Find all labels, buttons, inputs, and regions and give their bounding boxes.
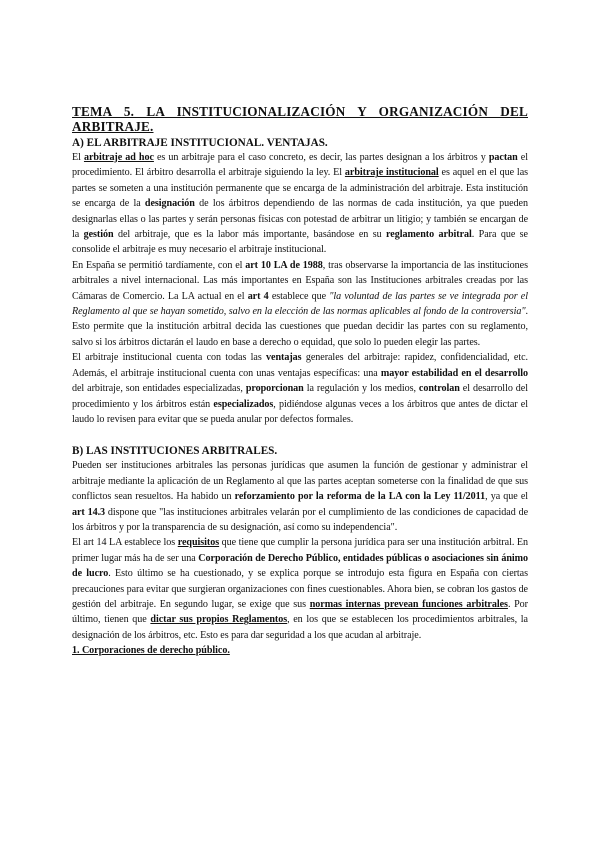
text-run: el desarrollo del procedimiento y los árbitros están bbox=[72, 383, 528, 410]
text-run: . Esto último se ha cuestionado, y se explica porque se introdujo esta figura en España con ciertas precauciones para evitar que surgieran organizaciones con fines cuestionables. Ahora bien, se cobran los gastos de gestión del arbitraje. En segundo lugar, se exige que sus bbox=[72, 568, 528, 610]
term-reforzamiento: reforzamiento por la reforma de la LA con la Ley 11/2011 bbox=[234, 491, 486, 503]
term-especializados: especializados bbox=[213, 398, 274, 410]
term-art-4: art 4 bbox=[247, 290, 269, 302]
text-run: que tiene que cumplir la persona jurídica para ser una institución arbitral. En primer lugar más ha de ser una bbox=[72, 537, 528, 564]
text-run: generales del arbitraje: rapidez, confidencialidad, etc. Además, el arbitraje institucional cuenta con unas ventajas específicas: una bbox=[72, 352, 528, 379]
text-run: del arbitraje, son entidades especializadas, bbox=[72, 383, 246, 395]
paragraph-arbitraje-ad-hoc bbox=[72, 150, 528, 258]
term-requisitos: requisitos bbox=[177, 537, 220, 549]
term-arbitraje-ad-hoc: arbitraje ad hoc bbox=[83, 152, 154, 163]
text-run: , tras observarse la importancia de las instituciones arbitrales a nivel internacional. Las más importantes en España son las Instituciones arbitrales creadas por las Cámaras de Comercio. La LA actual en el bbox=[72, 259, 528, 302]
text-run: . Por último, tienen que bbox=[72, 598, 528, 626]
quote-art-4: "la voluntad de las partes se ve integrada por el Reglamento al que se hayan sometido, salvo en la elección de las normas aplicables al fondo de la controversia" bbox=[72, 290, 528, 318]
text-run: El bbox=[72, 152, 84, 163]
paragraph-instituciones bbox=[72, 458, 528, 535]
term-corporacion-derecho-publico: Corporación de Derecho Público, entidades públicas o asociaciones sin ánimo de lucro bbox=[72, 552, 528, 580]
term-mayor-estabilidad: mayor estabilidad en el desarrollo bbox=[380, 367, 528, 379]
term-proporcionan: proporcionan bbox=[245, 383, 304, 395]
paragraph-ventajas bbox=[72, 350, 528, 427]
text-run: dispone que "las instituciones arbitrales velarán por el cumplimiento de las condiciones de capacidad de los árbitros y por la transparencia de su designación, así como su independencia". bbox=[72, 506, 529, 533]
paragraph-requisitos bbox=[72, 535, 528, 643]
text-run: . Para que se consolide el arbitraje es muy necesario el arbitraje institucional. bbox=[72, 229, 528, 256]
subsection-heading-1: 1. Corporaciones de derecho público. bbox=[72, 645, 230, 657]
text-run: es un arbitraje para el caso concreto, es decir, las partes designan a los árbitros y bbox=[153, 152, 489, 163]
text-run: El arbitraje institucional cuenta con todas las bbox=[72, 352, 267, 364]
text-run: , pidiéndose algunas veces a los árbitros que antes de dictar el laudo lo revisen para evitar que se pueda anular por defectos formales. bbox=[72, 398, 528, 425]
text-run: Pueden ser instituciones arbitrales las personas jurídicas que asumen la función de gestionar y administrar el arbitraje mediante la aplicación de un Reglamento al que las partes aceptan someterse con la finalidad de que sus conflictos sean resueltos. Ha habido un bbox=[72, 460, 528, 503]
term-art-14-3: art 14.3 bbox=[72, 506, 106, 518]
text-run: En España se permitió tardíamente, con el bbox=[72, 259, 246, 271]
term-ventajas: ventajas bbox=[266, 352, 302, 364]
text-run: la regulación y los medios, bbox=[303, 383, 419, 395]
term-pactan: pactan bbox=[488, 152, 518, 163]
document-body bbox=[72, 104, 528, 659]
term-reglamento-arbitral: reglamento arbitral bbox=[386, 229, 472, 241]
text-run: es aquel en el que las partes se someten a una institución permanente que se encarga de la administración del arbitraje. Esta institución se encarga de la bbox=[72, 167, 528, 210]
text-run: el procedimiento. El árbitro desarrolla el arbitraje siguiendo la ley. El bbox=[72, 152, 528, 179]
document-title-line-1: TEMA 5. LA INSTITUCIONALIZACIÓN Y ORGANIZACIÓN DEL bbox=[72, 104, 528, 119]
text-run: establece que bbox=[268, 290, 330, 302]
paragraph-espana bbox=[72, 258, 528, 350]
term-designacion: designación bbox=[144, 198, 195, 210]
text-run: El art 14 LA establece los bbox=[72, 537, 178, 549]
text-run: . Esto permite que la institución arbitral decida las cuestiones que puedan decidir las partes con su reglamento, salvo si los árbitros dictarán el laudo en base a derecho o equidad, que solo lo pueden elegir las partes. bbox=[72, 306, 528, 348]
text-run: de los árbitros dependiendo de las normas de cada institución, ya que pueden designarlas ellas o las partes y serán personas físicas con potestad de arbitrar un litigio; y también se encargan de la bbox=[72, 198, 528, 241]
text-run: del arbitraje, que es la labor más importante, basándose en su bbox=[113, 229, 387, 241]
term-gestion: gestión bbox=[83, 229, 114, 241]
term-dictar-reglamentos: dictar sus propios Reglamentos bbox=[150, 614, 288, 626]
term-controlan: controlan bbox=[418, 383, 460, 395]
section-heading-b: B) LAS INSTITUCIONES ARBITRALES. bbox=[72, 445, 278, 458]
term-arbitraje-institucional: arbitraje institucional bbox=[344, 167, 439, 179]
term-art-10-la-1988: art 10 LA de 1988 bbox=[245, 259, 323, 271]
section-heading-a: A) EL ARBITRAJE INSTITUCIONAL. VENTAJAS. bbox=[72, 137, 328, 149]
text-run: , en los que se establecen los procedimientos arbitrales, la designación de los árbitros, etc. Esto es para dar seguridad a los que acudan al arbitraje. bbox=[72, 614, 528, 641]
term-normas-internas: normas internas prevean funciones arbitrales bbox=[309, 598, 508, 610]
text-run: , ya que el bbox=[485, 491, 529, 503]
document-title-line-2: ARBITRAJE. bbox=[72, 119, 154, 134]
